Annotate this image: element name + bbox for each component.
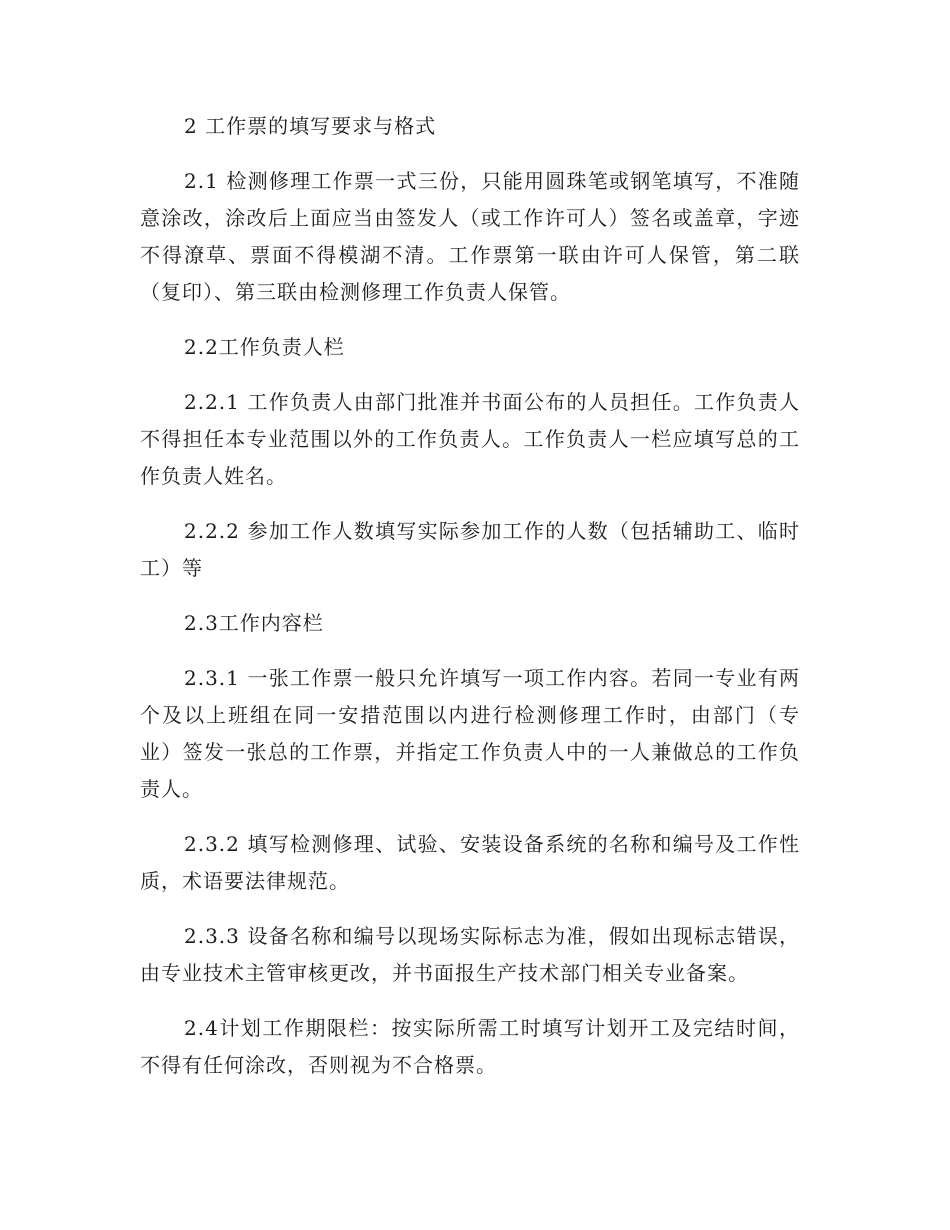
paragraph-2-2-1: 2.2.1 工作负责人由部门批准并书面公布的人员担任。工作负责人不得担任本专业范围以外的工作负责人。工作负责人一栏应填写总的工作负责人姓名。 [140, 390, 800, 488]
paragraph-2-2-2: 2.2.2 参加工作人数填写实际参加工作的人数（包括辅助工、临时工）等 [140, 519, 800, 580]
section-heading-2: 2 工作票的填写要求与格式 [184, 114, 437, 138]
paragraph-2-3-3: 2.3.3 设备名称和编号以现场实际标志为准，假如出现标志错误，由专业技术主管审核更改，并书面报生产技术部门相关专业备案。 [140, 924, 800, 985]
section-heading-2-2: 2.2工作负责人栏 [184, 335, 345, 359]
paragraph-2-4: 2.4计划工作期限栏：按实际所需工时填写计划开工及完结时间，不得有任何涂改，否则视为不合格票。 [140, 1016, 800, 1077]
section-heading-2-3: 2.3工作内容栏 [184, 611, 324, 635]
paragraph-2-3-1: 2.3.1 一张工作票一般只允许填写一项工作内容。若同一专业有两个及以上班组在同一安措范围以内进行检测修理工作时，由部门（专业）签发一张总的工作票，并指定工作负责人中的一人兼做总的工作负责人。 [140, 666, 800, 801]
paragraph-2-1: 2.1 检测修理工作票一式三份，只能用圆珠笔或钢笔填写，不准随意涂改，涂改后上面应当由签发人（或工作许可人）签名或盖章，字迹不得潦草、票面不得模湖不清。工作票第一联由许可人保管，第二联（复印）、第三联由检测修理工作负责人保管。 [140, 169, 800, 304]
document-body [140, 108, 800, 1102]
paragraph-2-3-2: 2.3.2 填写检测修理、试验、安装设备系统的名称和编号及工作性质，术语要法律规范。 [140, 832, 800, 893]
